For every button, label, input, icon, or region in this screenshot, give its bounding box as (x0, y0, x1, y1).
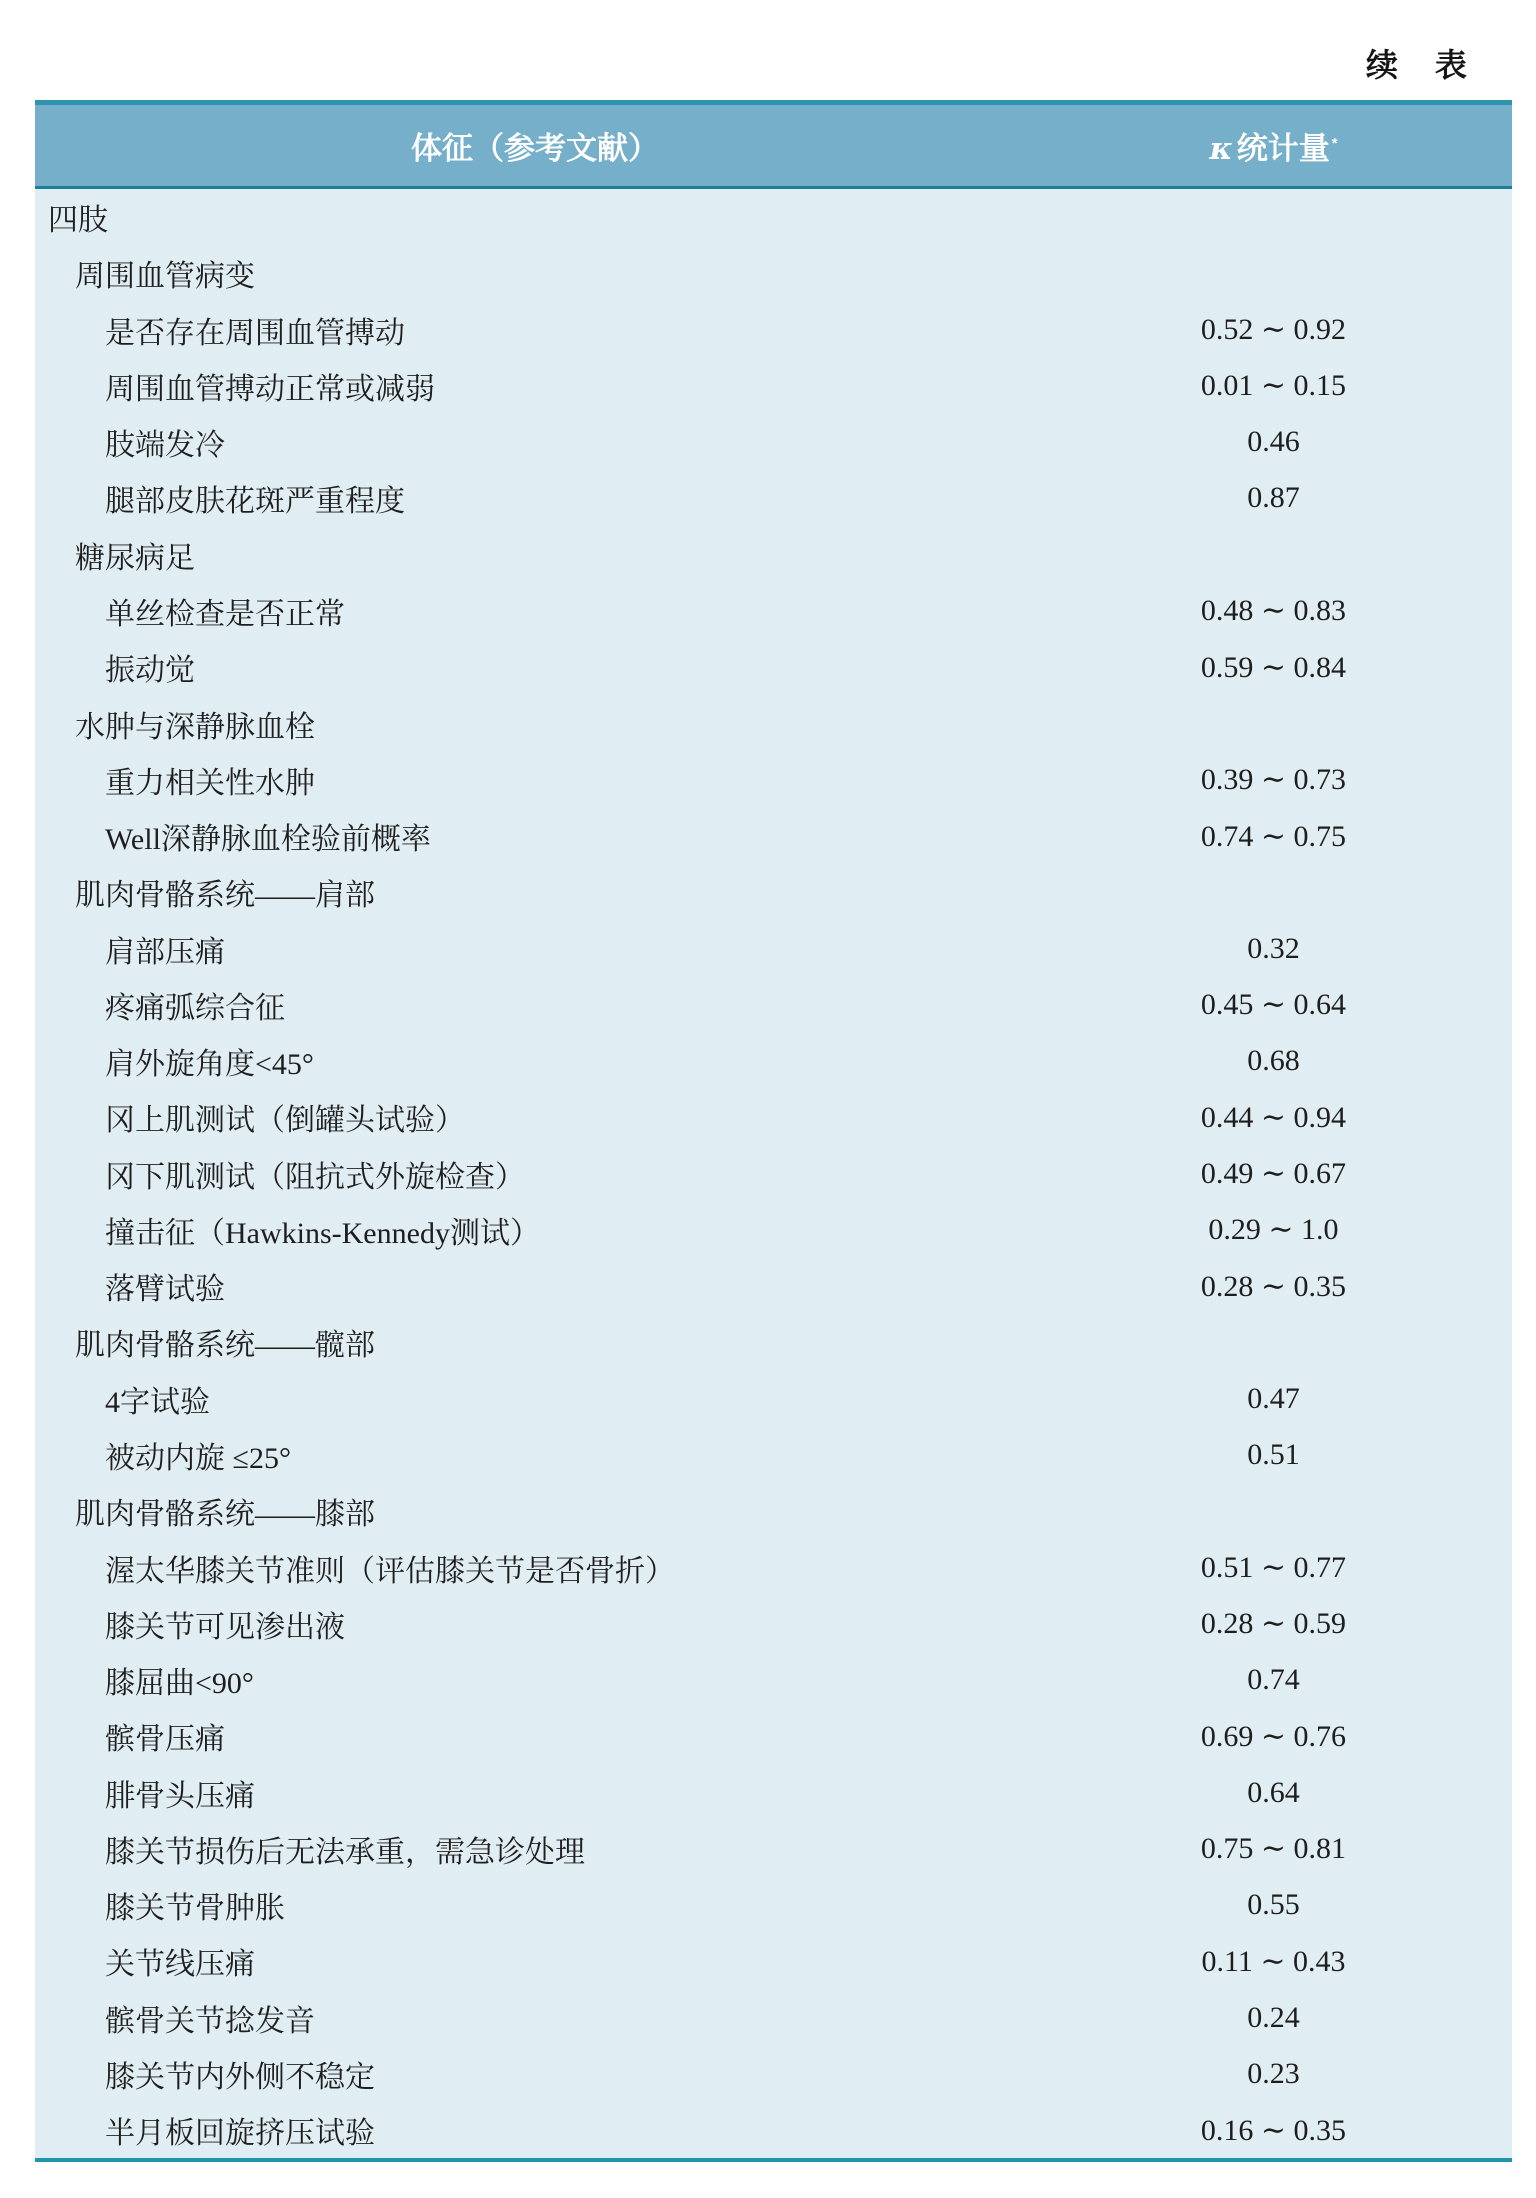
sign-label: 膝关节损伤后无法承重，需急诊处理 (105, 1835, 585, 1869)
sign-label: 振动觉 (105, 654, 195, 688)
table-row (35, 1708, 1512, 1764)
kappa-value: 0.51 (1247, 1437, 1300, 1471)
table-row (35, 2046, 1512, 2102)
kappa-value: 0.51 ∼ 0.77 (1200, 1551, 1347, 1584)
table-row (35, 414, 1512, 470)
table-row (35, 1371, 1512, 1427)
table-row (35, 1258, 1512, 1314)
sign-label: 髌骨压痛 (105, 1723, 225, 1757)
table-row (35, 977, 1512, 1033)
table-row (35, 1877, 1512, 1933)
sign-label: 水肿与深静脉血栓 (75, 710, 315, 744)
kappa-value: 0.69 ∼ 0.76 (1200, 1719, 1347, 1753)
sign-label: 腿部皮肤花斑严重程度 (105, 485, 405, 519)
table-row (35, 1821, 1512, 1877)
table-row (35, 1314, 1512, 1370)
kappa-value: 0.28 ∼ 0.59 (1200, 1607, 1347, 1641)
sign-label: 撞击征（Hawkins-Kennedy测试） (105, 1216, 540, 1250)
table-row (35, 358, 1512, 414)
kappa-value: 0.59 ∼ 0.84 (1200, 650, 1347, 684)
table-header-row (35, 100, 1512, 189)
sign-label: 膝屈曲<90° (105, 1667, 254, 1701)
sign-label: 肩部压痛 (105, 935, 225, 969)
sign-label: 被动内旋 ≤25° (105, 1441, 291, 1475)
table-row (35, 2102, 1512, 2158)
kappa-value: 0.48 ∼ 0.83 (1200, 594, 1347, 628)
sign-label: 落臂试验 (105, 1273, 225, 1307)
kappa-value: 0.32 (1247, 931, 1300, 965)
kappa-value: 0.87 (1247, 481, 1300, 515)
table-row (35, 245, 1512, 301)
sign-label: 髌骨关节捻发音 (105, 2004, 315, 2038)
column-header-kappa (1035, 123, 1512, 168)
table-row (35, 1596, 1512, 1652)
kappa-value: 0.01 ∼ 0.15 (1200, 369, 1347, 403)
sign-label: 渥太华膝关节准则（评估膝关节是否骨折） (105, 1554, 675, 1588)
table-row (35, 864, 1512, 920)
kappa-value: 0.11 ∼ 0.43 (1201, 1944, 1346, 1978)
sign-label: 膝关节骨肿胀 (105, 1892, 285, 1926)
table-row (35, 1483, 1512, 1539)
sign-label: 冈下肌测试（阻抗式外旋检查） (105, 1160, 525, 1194)
table-row (35, 1427, 1512, 1483)
table-row (35, 808, 1512, 864)
sign-label: 冈上肌测试（倒罐头试验） (105, 1104, 465, 1138)
kappa-value: 0.28 ∼ 0.35 (1200, 1269, 1347, 1303)
kappa-value: 0.68 (1247, 1044, 1300, 1078)
kappa-value: 0.64 (1247, 1775, 1300, 1809)
table-row (35, 1202, 1512, 1258)
continued-table-label: 续 表 (1366, 47, 1467, 83)
sign-label: 周围血管病变 (75, 260, 255, 294)
table-row (35, 1990, 1512, 2046)
kappa-value: 0.49 ∼ 0.67 (1200, 1157, 1347, 1191)
column-header-sign: 体征（参考文献） (411, 131, 659, 166)
kappa-value: 0.74 (1247, 1663, 1300, 1697)
kappa-value: 0.75 ∼ 0.81 (1200, 1832, 1347, 1866)
sign-label: 肢端发冷 (105, 429, 225, 463)
sign-label: 肌肉骨骼系统——肩部 (75, 879, 375, 913)
sign-label: 周围血管搏动正常或减弱 (105, 372, 435, 406)
table-row (35, 470, 1512, 526)
sign-label: 疼痛弧综合征 (105, 991, 285, 1025)
sign-label: 糖尿病足 (75, 541, 195, 575)
table-row (35, 1652, 1512, 1708)
sign-label: 膝关节可见渗出液 (105, 1610, 345, 1644)
footnote-mark: * (1331, 134, 1338, 152)
kappa-value: 0.24 (1247, 2000, 1300, 2034)
sign-label: 四肢 (48, 204, 108, 238)
kappa-value: 0.16 ∼ 0.35 (1200, 2113, 1347, 2147)
kappa-value: 0.29 ∼ 1.0 (1208, 1213, 1339, 1247)
table-row (35, 189, 1512, 245)
table-row (35, 1933, 1512, 1989)
sign-label: 膝关节内外侧不稳定 (105, 2060, 375, 2094)
table-row (35, 527, 1512, 583)
sign-label: 肩外旋角度<45° (105, 1048, 314, 1082)
kappa-statistics-table (35, 100, 1512, 2162)
sign-label: 单丝检查是否正常 (105, 597, 345, 631)
kappa-value: 0.45 ∼ 0.64 (1200, 988, 1347, 1022)
sign-label: 是否存在周围血管搏动 (105, 316, 405, 350)
table-row (35, 1089, 1512, 1145)
kappa-value: 0.39 ∼ 0.73 (1200, 763, 1347, 797)
table-row (35, 1764, 1512, 1820)
sign-label: 4字试验 (105, 1385, 210, 1419)
table-row (35, 1033, 1512, 1089)
kappa-label: 统计量 (1236, 131, 1330, 166)
kappa-value: 0.52 ∼ 0.92 (1200, 313, 1347, 347)
kappa-value: 0.46 (1247, 425, 1300, 459)
sign-label: 肌肉骨骼系统——膝部 (75, 1498, 375, 1532)
table-row (35, 752, 1512, 808)
sign-label: 重力相关性水肿 (105, 766, 315, 800)
table-body (35, 189, 1512, 2162)
sign-label: 半月板回旋挤压试验 (105, 2117, 375, 2151)
sign-label: 肌肉骨骼系统——髋部 (75, 1329, 375, 1363)
table-row (35, 1146, 1512, 1202)
table-row (35, 695, 1512, 751)
kappa-value: 0.23 (1247, 2056, 1300, 2090)
sign-label: Well深静脉血栓验前概率 (105, 823, 431, 857)
kappa-value: 0.44 ∼ 0.94 (1200, 1100, 1347, 1134)
table-row (35, 583, 1512, 639)
kappa-value: 0.74 ∼ 0.75 (1200, 819, 1347, 853)
table-row (35, 302, 1512, 358)
table-row (35, 1539, 1512, 1595)
sign-label: 腓骨头压痛 (105, 1779, 255, 1813)
table-row (35, 920, 1512, 976)
sign-label: 关节线压痛 (105, 1948, 255, 1982)
kappa-value: 0.47 (1247, 1381, 1300, 1415)
kappa-value: 0.55 (1247, 1888, 1300, 1922)
kappa-symbol: κ (1209, 131, 1233, 167)
table-row (35, 639, 1512, 695)
